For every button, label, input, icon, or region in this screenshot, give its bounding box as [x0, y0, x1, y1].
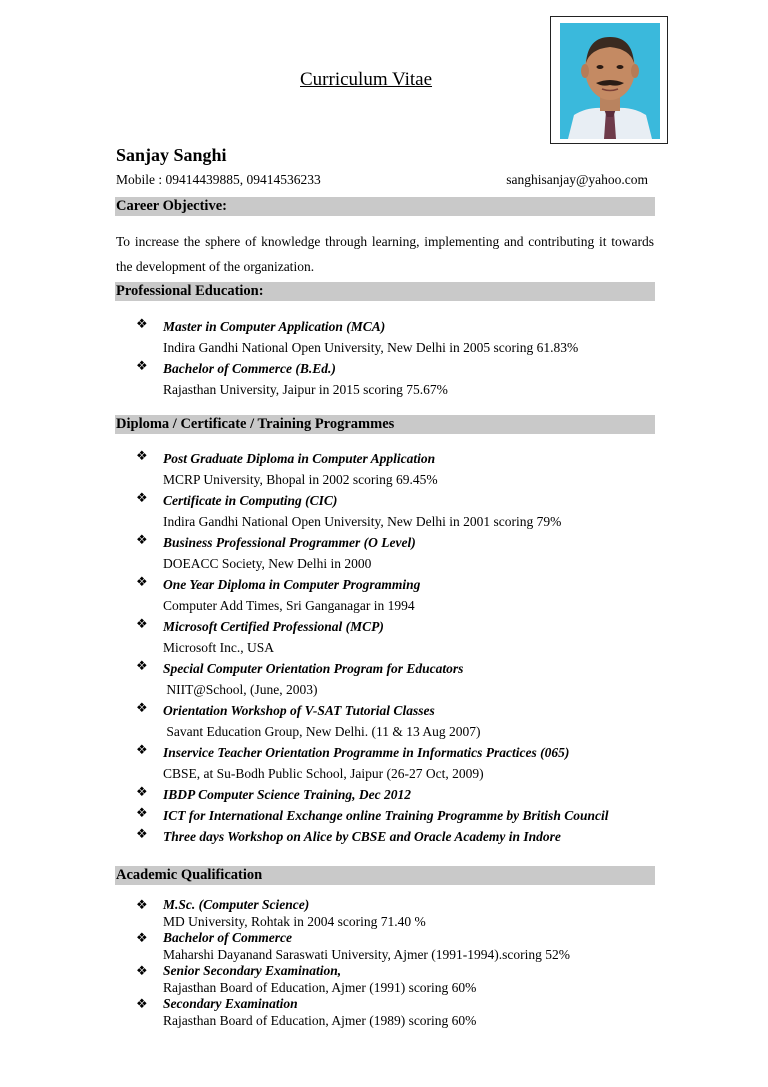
- diamond-bullet-icon: ❖: [136, 316, 148, 331]
- diamond-bullet-icon: ❖: [136, 490, 148, 505]
- profile-photo-image: [560, 23, 660, 139]
- email-address: sanghisanjay@yahoo.com: [506, 172, 648, 187]
- item-title: Certificate in Computing (CIC): [163, 493, 338, 508]
- diamond-bullet-icon: ❖: [136, 742, 148, 757]
- list-item: [136, 448, 666, 490]
- diamond-bullet-icon: ❖: [136, 616, 148, 631]
- professional-education-list: [136, 316, 666, 400]
- diamond-bullet-icon: ❖: [136, 963, 148, 978]
- item-detail: CBSE, at Su-Bodh Public School, Jaipur (26-27 Oct, 2009): [163, 766, 484, 781]
- item-detail: Rajasthan Board of Education, Ajmer (1989) scoring 60%: [163, 1012, 477, 1028]
- diploma-list: [136, 448, 666, 847]
- diamond-bullet-icon: ❖: [136, 996, 148, 1011]
- list-item: [136, 490, 666, 532]
- contact-row: [116, 172, 654, 188]
- item-title: Special Computer Orientation Program for Educators: [163, 661, 464, 676]
- item-title: Inservice Teacher Orientation Programme in Informatics Practices (065): [163, 745, 570, 760]
- item-detail: Savant Education Group, New Delhi. (11 & 13 Aug 2007): [163, 724, 481, 739]
- item-detail: Rajasthan Board of Education, Ajmer (1991) scoring 60%: [163, 979, 477, 995]
- diamond-bullet-icon: ❖: [136, 897, 148, 912]
- profile-photo: [550, 16, 668, 144]
- diamond-bullet-icon: ❖: [136, 805, 148, 820]
- item-title: Business Professional Programmer (O Level): [163, 535, 416, 550]
- item-title: ICT for International Exchange online Training Programme by British Council: [163, 808, 609, 823]
- list-item: [136, 700, 666, 742]
- item-detail: Indira Gandhi National Open University, New Delhi in 2001 scoring 79%: [163, 514, 562, 529]
- item-detail: Maharshi Dayanand Saraswati University, Ajmer (1991-1994).scoring 52%: [163, 946, 571, 962]
- item-detail: MCRP University, Bhopal in 2002 scoring 69.45%: [163, 472, 438, 487]
- item-title: Bachelor of Commerce: [163, 930, 292, 945]
- item-detail: NIIT@School, (June, 2003): [163, 682, 318, 697]
- item-title: Secondary Examination: [163, 996, 298, 1011]
- diamond-bullet-icon: ❖: [136, 358, 148, 373]
- item-detail: Computer Add Times, Sri Ganganagar in 1994: [163, 598, 415, 613]
- item-title: Three days Workshop on Alice by CBSE and Oracle Academy in Indore: [163, 829, 561, 844]
- item-title: IBDP Computer Science Training, Dec 2012: [163, 787, 411, 802]
- list-item: [136, 826, 666, 847]
- diamond-bullet-icon: ❖: [136, 700, 148, 715]
- section-heading-diploma: Diploma / Certificate / Training Programmes: [115, 415, 655, 434]
- item-title: One Year Diploma in Computer Programming: [163, 577, 421, 592]
- diamond-bullet-icon: ❖: [136, 574, 148, 589]
- item-title: Bachelor of Commerce (B.Ed.): [163, 361, 336, 376]
- item-detail: Microsoft Inc., USA: [163, 640, 274, 655]
- academic-list: [136, 897, 666, 1029]
- item-title: Orientation Workshop of V-SAT Tutorial Classes: [163, 703, 435, 718]
- list-item: [136, 358, 666, 400]
- diamond-bullet-icon: ❖: [136, 448, 148, 463]
- list-item: [136, 930, 666, 963]
- item-detail: Indira Gandhi National Open University, New Delhi in 2005 scoring 61.83%: [163, 340, 579, 355]
- section-heading-career-objective: Career Objective:: [115, 197, 655, 216]
- career-objective-text: To increase the sphere of knowledge through learning, implementing and contributing it towards the development of the organization.: [116, 234, 654, 274]
- diamond-bullet-icon: ❖: [136, 784, 148, 799]
- list-item: [136, 805, 666, 826]
- item-title: Senior Secondary Examination,: [163, 963, 342, 978]
- item-title: Master in Computer Application (MCA): [163, 319, 386, 334]
- list-item: [136, 532, 666, 574]
- candidate-name: Sanjay Sanghi: [116, 145, 227, 165]
- list-item: [136, 616, 666, 658]
- list-item: [136, 574, 666, 616]
- diamond-bullet-icon: ❖: [136, 930, 148, 945]
- section-heading-professional-education: Professional Education:: [115, 282, 655, 301]
- mobile-numbers: Mobile : 09414439885, 09414536233: [116, 172, 321, 187]
- list-item: [136, 897, 666, 930]
- diamond-bullet-icon: ❖: [136, 532, 148, 547]
- list-item: [136, 963, 666, 996]
- document-title: Curriculum Vitae: [300, 69, 433, 90]
- diamond-bullet-icon: ❖: [136, 658, 148, 673]
- list-item: [136, 996, 666, 1029]
- list-item: [136, 316, 666, 358]
- list-item: [136, 658, 666, 700]
- item-detail: DOEACC Society, New Delhi in 2000: [163, 556, 372, 571]
- item-detail: Rajasthan University, Jaipur in 2015 scoring 75.67%: [163, 382, 448, 397]
- item-title: Post Graduate Diploma in Computer Application: [163, 451, 436, 466]
- section-heading-academic-qualification: Academic Qualification: [115, 866, 655, 885]
- list-item: [136, 742, 666, 784]
- diamond-bullet-icon: ❖: [136, 826, 148, 841]
- item-detail: MD University, Rohtak in 2004 scoring 71.40 %: [163, 913, 426, 929]
- list-item: [136, 784, 666, 805]
- item-title: Microsoft Certified Professional (MCP): [163, 619, 384, 634]
- item-title: M.Sc. (Computer Science): [163, 897, 310, 912]
